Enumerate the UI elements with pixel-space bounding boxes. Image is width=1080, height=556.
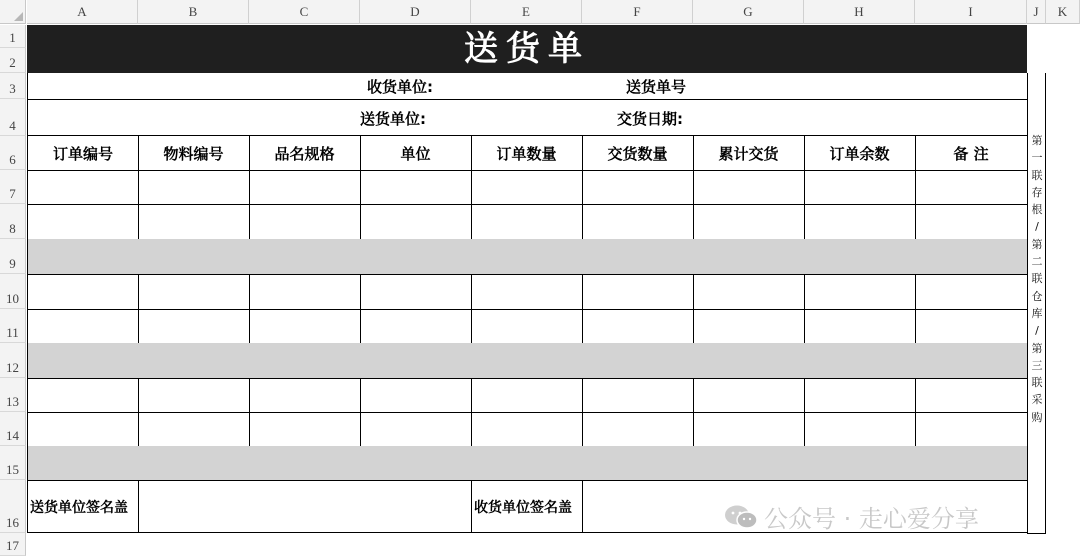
- row-number: 9: [9, 256, 16, 271]
- table-cell[interactable]: [360, 309, 472, 344]
- table-cell[interactable]: [249, 170, 361, 205]
- side-note-char: 第: [1031, 341, 1043, 355]
- column-header-c[interactable]: C: [249, 0, 360, 24]
- info-row-sender[interactable]: [27, 99, 1028, 136]
- row-header-10[interactable]: [0, 274, 26, 309]
- side-note-char: /: [1035, 220, 1039, 234]
- side-note: [1030, 132, 1044, 426]
- row-number: 15: [6, 462, 19, 477]
- table-cell[interactable]: [693, 274, 805, 310]
- table-cell[interactable]: [249, 446, 361, 481]
- row-number: 16: [6, 515, 19, 530]
- column-title[interactable]: 单位: [360, 136, 472, 171]
- table-cell[interactable]: [249, 412, 361, 447]
- table-cell[interactable]: [693, 343, 805, 379]
- table-cell[interactable]: [138, 204, 250, 240]
- row-number: 13: [6, 394, 19, 409]
- row-header-4[interactable]: [0, 99, 26, 136]
- row-number: 11: [6, 325, 19, 340]
- table-cell[interactable]: [249, 274, 361, 310]
- table-cell[interactable]: [804, 412, 916, 447]
- table-cell[interactable]: [360, 412, 472, 447]
- table-cell[interactable]: [27, 274, 139, 310]
- table-cell[interactable]: [471, 378, 583, 413]
- table-cell[interactable]: [582, 274, 694, 310]
- table-cell[interactable]: [582, 378, 694, 413]
- row-header-6[interactable]: [0, 136, 26, 170]
- row-header-8[interactable]: [0, 204, 26, 239]
- table-cell[interactable]: [27, 412, 139, 447]
- row-number: 17: [6, 538, 19, 553]
- table-cell[interactable]: [582, 170, 694, 205]
- table-cell[interactable]: [582, 309, 694, 344]
- table-cell[interactable]: [360, 446, 472, 481]
- row-number: 10: [6, 291, 19, 306]
- column-title[interactable]: 物料编号: [138, 136, 250, 171]
- row-header-2[interactable]: [0, 48, 26, 73]
- form-title: 送货单: [464, 29, 590, 69]
- table-cell[interactable]: [804, 309, 916, 344]
- table-cell[interactable]: [360, 239, 472, 275]
- table-cell[interactable]: [804, 170, 916, 205]
- table-cell[interactable]: [138, 239, 250, 275]
- table-cell[interactable]: [804, 274, 916, 310]
- side-note-char: 二: [1031, 255, 1043, 269]
- table-cell[interactable]: [360, 274, 472, 310]
- side-note-char: 库: [1031, 306, 1043, 320]
- table-cell[interactable]: [693, 378, 805, 413]
- table-cell[interactable]: [915, 412, 1028, 447]
- table-cell[interactable]: [804, 204, 916, 240]
- table-cell[interactable]: [915, 204, 1028, 240]
- table-cell[interactable]: [804, 378, 916, 413]
- delivery-no-label: 送货单号: [626, 78, 687, 96]
- table-cell[interactable]: [27, 446, 139, 481]
- side-note-char: 联: [1031, 376, 1043, 390]
- table-cell[interactable]: [582, 239, 694, 275]
- table-cell[interactable]: [249, 204, 361, 240]
- receiver-sign-label: 收货单位签名盖: [474, 500, 572, 516]
- row-number: 6: [9, 152, 16, 167]
- table-cell[interactable]: [693, 239, 805, 275]
- table-cell[interactable]: [138, 378, 250, 413]
- delivery-date-label: 交货日期:: [617, 110, 683, 128]
- side-note-char: 第: [1031, 237, 1043, 251]
- table-cell[interactable]: [27, 204, 139, 240]
- table-cell[interactable]: [471, 343, 583, 379]
- table-cell[interactable]: [693, 204, 805, 240]
- table-cell[interactable]: [27, 343, 139, 379]
- table-cell[interactable]: [249, 239, 361, 275]
- table-cell[interactable]: [138, 309, 250, 344]
- table-cell[interactable]: [915, 239, 1028, 275]
- table-cell[interactable]: [27, 239, 139, 275]
- row-header-17[interactable]: [0, 533, 26, 556]
- table-cell[interactable]: [360, 378, 472, 413]
- table-cell[interactable]: [915, 446, 1028, 481]
- row-header-14[interactable]: [0, 412, 26, 446]
- wechat-icon: [724, 504, 758, 530]
- row-number: 12: [6, 360, 19, 375]
- row-header-7[interactable]: [0, 170, 26, 204]
- table-cell[interactable]: [249, 309, 361, 344]
- column-header-j[interactable]: J: [1027, 0, 1046, 24]
- info-row-receiver[interactable]: [27, 73, 1028, 100]
- table-cell[interactable]: [360, 343, 472, 379]
- side-note-char: /: [1035, 324, 1039, 338]
- table-cell[interactable]: [471, 204, 583, 240]
- table-cell[interactable]: [27, 378, 139, 413]
- table-cell[interactable]: [693, 170, 805, 205]
- table-cell[interactable]: [471, 239, 583, 275]
- table-cell[interactable]: [471, 309, 583, 344]
- table-cell[interactable]: [249, 343, 361, 379]
- side-note-char: 一: [1031, 151, 1043, 165]
- side-note-char: 购: [1031, 410, 1043, 424]
- column-title[interactable]: 交货数量: [582, 136, 694, 171]
- table-cell[interactable]: [693, 309, 805, 344]
- sender-label: 送货单位:: [360, 110, 426, 128]
- row-number: 2: [9, 55, 16, 70]
- column-title[interactable]: 品名规格: [249, 136, 361, 171]
- table-cell[interactable]: [804, 343, 916, 379]
- table-cell[interactable]: [915, 378, 1028, 413]
- side-note-char: 第: [1031, 134, 1043, 147]
- row-number: 4: [9, 118, 16, 133]
- table-cell[interactable]: [138, 274, 250, 310]
- column-header-i[interactable]: I: [915, 0, 1027, 24]
- row-number: 1: [9, 30, 16, 45]
- row-header-11[interactable]: [0, 309, 26, 343]
- column-header-e[interactable]: E: [471, 0, 582, 24]
- side-note-char: 采: [1031, 393, 1043, 407]
- row-number: 7: [9, 186, 16, 201]
- row-header-1[interactable]: [0, 25, 26, 48]
- column-title[interactable]: 订单编号: [27, 136, 139, 171]
- watermark-text: 公众号 · 走心爱分享: [764, 505, 979, 533]
- row-header-9[interactable]: [0, 239, 26, 274]
- row-header-3[interactable]: [0, 73, 26, 99]
- column-header-k[interactable]: K: [1046, 0, 1080, 24]
- table-cell[interactable]: [915, 170, 1028, 205]
- table-cell[interactable]: [27, 309, 139, 344]
- column-title[interactable]: 订单余数: [804, 136, 916, 171]
- row-number: 14: [6, 428, 19, 443]
- row-header-15[interactable]: [0, 446, 26, 480]
- table-cell[interactable]: [27, 170, 139, 205]
- table-cell[interactable]: [915, 309, 1028, 344]
- table-cell[interactable]: [693, 412, 805, 447]
- table-cell[interactable]: [471, 446, 583, 481]
- column-title[interactable]: 备 注: [915, 136, 1028, 171]
- side-note-char: 存: [1031, 185, 1043, 199]
- row-header-16[interactable]: [0, 480, 26, 533]
- table-cell[interactable]: [471, 274, 583, 310]
- column-header-h[interactable]: H: [804, 0, 915, 24]
- row-header-13[interactable]: [0, 378, 26, 412]
- column-header-f[interactable]: F: [582, 0, 693, 24]
- table-cell[interactable]: [804, 446, 916, 481]
- table-cell[interactable]: [582, 343, 694, 379]
- select-all-corner[interactable]: [0, 0, 26, 24]
- table-cell[interactable]: [471, 170, 583, 205]
- table-cell[interactable]: [360, 204, 472, 240]
- table-cell[interactable]: [582, 446, 694, 481]
- table-cell[interactable]: [249, 378, 361, 413]
- table-cell[interactable]: [360, 170, 472, 205]
- column-header-a[interactable]: A: [27, 0, 138, 24]
- receiver-label: 收货单位:: [367, 78, 433, 96]
- table-cell[interactable]: [804, 239, 916, 275]
- table-cell[interactable]: [471, 412, 583, 447]
- row-number: 8: [9, 221, 16, 236]
- table-cell[interactable]: [138, 446, 250, 481]
- table-cell[interactable]: [138, 412, 250, 447]
- table-cell[interactable]: [582, 204, 694, 240]
- row-header-12[interactable]: [0, 343, 26, 378]
- column-title[interactable]: 累计交货: [693, 136, 805, 171]
- column-title[interactable]: 订单数量: [471, 136, 583, 171]
- table-cell[interactable]: [693, 446, 805, 481]
- table-cell[interactable]: [138, 343, 250, 379]
- side-note-char: 根: [1031, 203, 1043, 217]
- side-note-char: 三: [1031, 358, 1043, 372]
- side-note-char: 仓: [1031, 289, 1043, 303]
- table-cell[interactable]: [915, 343, 1028, 379]
- row-number: 3: [9, 81, 16, 96]
- sender-sign-area[interactable]: [138, 480, 472, 533]
- column-header-b[interactable]: B: [138, 0, 249, 24]
- column-header-d[interactable]: D: [360, 0, 471, 24]
- watermark: [724, 499, 979, 534]
- column-header-g[interactable]: G: [693, 0, 804, 24]
- table-cell[interactable]: [582, 412, 694, 447]
- side-note-char: 联: [1031, 272, 1043, 286]
- side-note-char: 联: [1031, 168, 1043, 182]
- sender-sign-label: 送货单位签名盖: [30, 500, 128, 516]
- table-cell[interactable]: [915, 274, 1028, 310]
- table-cell[interactable]: [138, 170, 250, 205]
